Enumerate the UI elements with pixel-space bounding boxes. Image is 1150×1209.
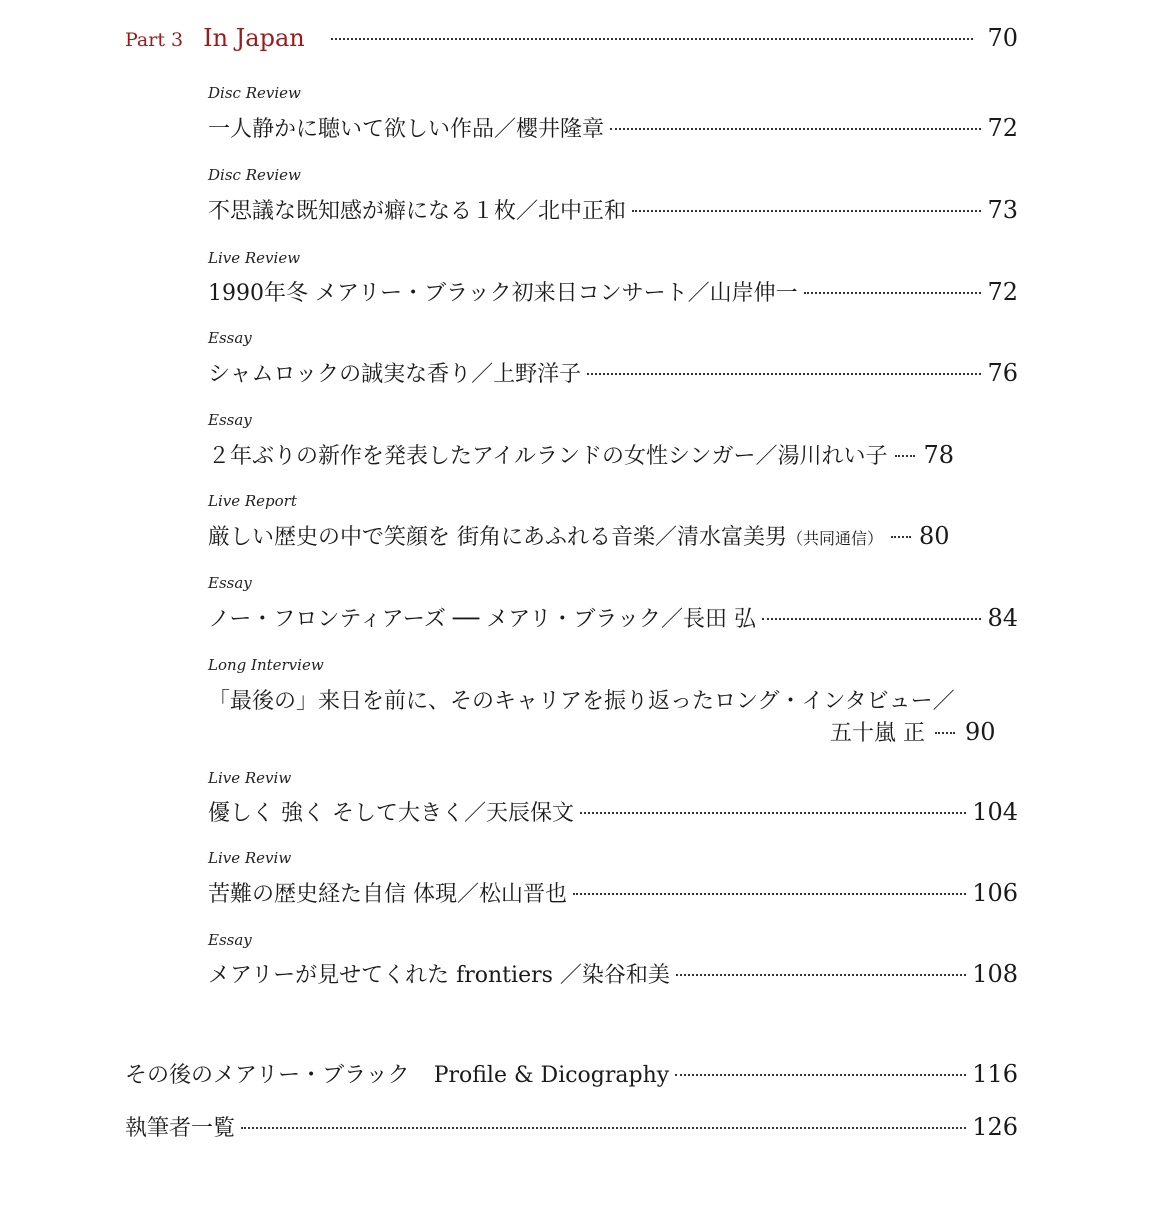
toc-entry-profile[interactable] xyxy=(125,1058,1018,1089)
entry-category: Disc Review xyxy=(208,84,301,102)
dot-leader xyxy=(804,292,982,294)
entry-title: 厳しい歴史の中で笑顔を 街角にあふれる音楽／清水富美男 xyxy=(208,525,787,550)
entry-category: Live Report xyxy=(208,492,297,510)
page-number: 72 xyxy=(987,114,1018,142)
dot-leader xyxy=(895,455,915,457)
entry-title: その後のメアリー・ブラック xyxy=(125,1063,410,1088)
part-title: In Japan xyxy=(203,24,305,52)
dot-leader xyxy=(580,812,966,814)
toc-entry[interactable] xyxy=(208,112,1018,143)
entry-title: 苦難の歴史経た自信 体現／松山晋也 xyxy=(208,882,567,907)
toc-entry[interactable] xyxy=(208,439,1018,470)
page-number: 84 xyxy=(987,604,1018,632)
entry-title: ノー・フロンティアーズ ── メアリ・ブラック／長田 弘 xyxy=(208,607,756,632)
toc-entry[interactable] xyxy=(208,602,1018,633)
dot-leader xyxy=(573,893,966,895)
dot-leader xyxy=(935,732,955,734)
dot-leader xyxy=(241,1127,966,1129)
page-number: 73 xyxy=(987,196,1018,224)
dot-leader xyxy=(610,128,981,130)
dot-leader xyxy=(331,38,974,40)
part-number: Part 3 xyxy=(125,29,184,51)
page-number: 90 xyxy=(965,718,996,746)
entry-title: 不思議な既知感が癖になる１枚／北中正和 xyxy=(208,199,627,224)
page-number: 78 xyxy=(923,441,955,469)
entry-category: Essay xyxy=(208,574,252,592)
page-number: 70 xyxy=(987,24,1018,52)
page-number: 126 xyxy=(972,1113,1018,1141)
entry-title-line1[interactable]: 「最後の」来日を前に、そのキャリアを振り返ったロング・インタビュー／ xyxy=(208,689,955,714)
entry-title: 執筆者一覧 xyxy=(125,1116,236,1141)
page-number: 80 xyxy=(919,522,950,550)
toc-entry-contributors[interactable] xyxy=(125,1111,1018,1142)
page-number: 72 xyxy=(987,278,1018,306)
entry-title: メアリーが見せてくれた frontiers ／染谷和美 xyxy=(208,963,670,988)
entry-category: Long Interview xyxy=(208,656,324,674)
dot-leader xyxy=(587,373,981,375)
page-number: 116 xyxy=(972,1060,1018,1088)
toc-entry[interactable] xyxy=(208,357,1018,388)
entry-category: Live Reviw xyxy=(208,849,292,867)
toc-entry[interactable] xyxy=(208,276,1018,307)
part-heading xyxy=(125,24,1018,52)
entry-category: Live Review xyxy=(208,249,301,267)
page-number: 104 xyxy=(972,798,1018,826)
toc-entry[interactable] xyxy=(208,958,1018,989)
entry-title: 1990年冬 メアリー・ブラック初来日コンサート／山岸伸一 xyxy=(208,281,798,306)
entry-category: Essay xyxy=(208,411,252,429)
dot-leader xyxy=(632,210,981,212)
dot-leader xyxy=(675,1074,966,1076)
entry-category: Essay xyxy=(208,329,252,347)
entry-category: Live Reviw xyxy=(208,769,292,787)
toc-entry[interactable] xyxy=(208,520,1018,551)
dot-leader xyxy=(891,536,911,538)
entry-title: 一人静かに聴いて欲しい作品／櫻井隆章 xyxy=(208,117,605,142)
entry-title: ２年ぶりの新作を発表したアイルランドの女性シンガー／湯川れい子 xyxy=(208,444,888,469)
entry-title-line2: 五十嵐 正 xyxy=(830,721,925,746)
page-number: 106 xyxy=(972,879,1018,907)
entry-title-note: （共同通信） xyxy=(787,529,884,548)
dot-leader xyxy=(676,974,966,976)
toc-entry[interactable] xyxy=(208,796,1018,827)
page-number: 76 xyxy=(987,359,1018,387)
toc-entry[interactable] xyxy=(208,877,1018,908)
entry-title: 優しく 強く そして大きく／天辰保文 xyxy=(208,801,574,826)
toc-entry[interactable] xyxy=(208,194,1018,225)
entry-category: Essay xyxy=(208,931,252,949)
entry-title: シャムロックの誠実な香り／上野洋子 xyxy=(208,362,582,387)
dot-leader xyxy=(762,618,981,620)
entry-title-english: Profile & Dicography xyxy=(433,1063,670,1088)
toc-entry[interactable] xyxy=(830,716,1018,747)
entry-category: Disc Review xyxy=(208,166,301,184)
page-number: 108 xyxy=(972,960,1018,988)
